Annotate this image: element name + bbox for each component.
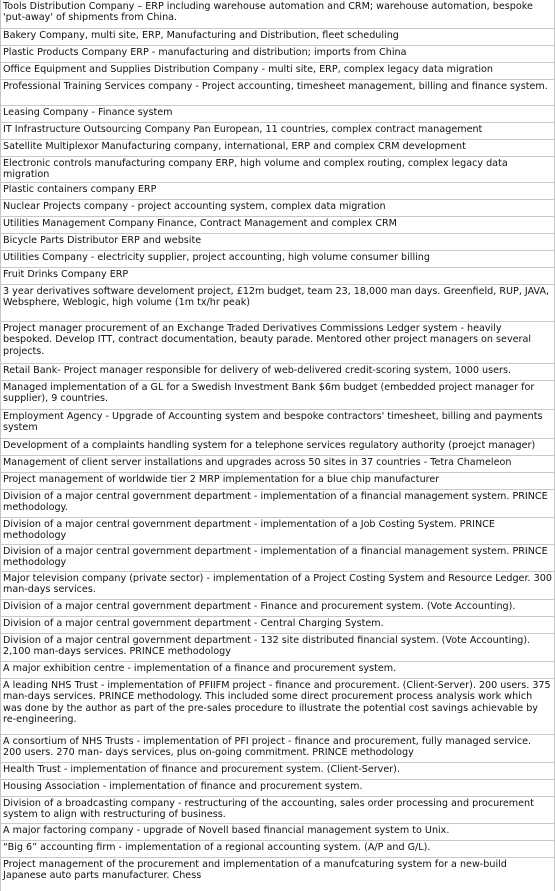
- list-item[interactable]: [1, 251, 554, 268]
- list-item-text: Utilities Management Company Finance, Contract Management and complex CRM: [3, 218, 397, 229]
- list-item[interactable]: [1, 824, 554, 841]
- list-item-text: Health Trust - implementation of finance and procurement system. (Client-Server).: [3, 764, 400, 775]
- list-item-text: Retail Bank- Project manager responsible for delivery of web-delivered credit-scoring system, 1000 users.: [3, 365, 512, 376]
- list-item[interactable]: [1, 381, 554, 410]
- list-item-text: Division of a broadcasting company - restructuring of the accounting, sales order processing and procurement system to align with restructuring of business.: [3, 798, 534, 821]
- list-item-text: Project management of the procurement and implementation of a manufcaturing system for a new-build Japanese auto parts manufacturer. Chess: [3, 859, 507, 882]
- list-item[interactable]: [1, 763, 554, 780]
- list-item-text: Satellite Multiplexor Manufacturing company, international, ERP and complex CRM development: [3, 141, 466, 152]
- list-item[interactable]: [1, 518, 554, 545]
- list-item-text: Division of a major central government department - Central Charging System.: [3, 618, 384, 629]
- list-item[interactable]: [1, 217, 554, 234]
- list-item[interactable]: [1, 679, 554, 735]
- list-item[interactable]: [1, 234, 554, 251]
- list-item[interactable]: [1, 200, 554, 217]
- list-item-text: IT Infrastructure Outsourcing Company Pan European, 11 countries, complex contract management: [3, 124, 483, 135]
- list-item[interactable]: [1, 735, 554, 763]
- list-item[interactable]: [1, 662, 554, 679]
- list-item-text: Bakery Company, multi site, ERP, Manufacturing and Distribution, fleet scheduling: [3, 30, 399, 41]
- list-item-text: “Big 6” accounting firm - implementation of a regional accounting system. (A/P and G/L).: [3, 842, 431, 853]
- list-item[interactable]: [1, 490, 554, 518]
- list-item[interactable]: [1, 634, 554, 662]
- list-item[interactable]: [1, 456, 554, 473]
- list-item-text: Major television company (private sector) - implementation of a Project Costing System and Resource Ledger. 300 man-days services.: [3, 573, 552, 596]
- list-item-text: Development of a complaints handling system for a telephone services regulatory authority (proejct manager): [3, 440, 536, 451]
- list-item-text: Utilities Company - electricity supplier, project accounting, high volume consumer billing: [3, 252, 430, 263]
- list-item-text: Nuclear Projects company - project accounting system, complex data migration: [3, 201, 386, 212]
- list-item[interactable]: [1, 572, 554, 600]
- list-item-text: Electronic controls manufacturing company ERP, high volume and complex routing, complex legacy data migration: [3, 158, 508, 181]
- list-item[interactable]: [1, 780, 554, 797]
- list-item[interactable]: [1, 0, 554, 29]
- list-item[interactable]: [1, 140, 554, 157]
- list-item-text: A consortium of NHS Trusts - implementation of PFI project - finance and procurement, fully managed service. 200 users. 270 man- days services, plus on-going commitment. PRINCE methodology: [3, 736, 532, 759]
- list-item-text: A major exhibition centre - implementation of a finance and procurement system.: [3, 663, 397, 674]
- list-item[interactable]: [1, 600, 554, 617]
- list-item-text: Project management of worldwide tier 2 MRP implementation for a blue chip manufacturer: [3, 474, 440, 485]
- list-item-text: Housing Association - implementation of finance and procurement system.: [3, 781, 363, 792]
- list-item-text: Bicycle Parts Distributor ERP and website: [3, 235, 202, 246]
- list-item-text: Division of a major central government department - implementation of a Job Costing System. PRINCE methodology: [3, 519, 495, 542]
- list-item-text: A leading NHS Trust - implementation of PFIIFM project - finance and procurement. (Client-Server). 200 users. 375 man-days services. PRINCE methodology. This included some direct procurement process analysis work which was done by the author as part of the pre-sales procedure to illustrate the potential cost savings achievable by re-engineering.: [3, 680, 551, 726]
- list-item-text: Tools Distribution Company – ERP including warehouse automation and CRM; warehouse automation, bespoke 'put-away' of shipments from China.: [3, 1, 533, 24]
- list-item[interactable]: [1, 63, 554, 80]
- list-item-text: Division of a major central government department - 132 site distributed financial system. (Vote Accounting). 2,100 man-days services. PRINCE methodology: [3, 635, 531, 658]
- list-item[interactable]: [1, 285, 554, 322]
- list-item-text: Office Equipment and Supplies Distribution Company - multi site, ERP, complex legacy data migration: [3, 64, 493, 75]
- list-item[interactable]: [1, 157, 554, 183]
- list-item[interactable]: [1, 364, 554, 381]
- list-item-text: Division of a major central government department - implementation of a financial management system. PRINCE methodology.: [3, 491, 548, 514]
- list-item[interactable]: [1, 106, 554, 123]
- list-item[interactable]: [1, 46, 554, 63]
- list-item-text: 3 year derivatives software develoment project, £12m budget, team 23, 18,000 man days. Greenfield, RUP, JAVA, Websphere, Weblogic, high volume (1m tx/hr peak): [3, 286, 550, 309]
- list-item-text: Fruit Drinks Company ERP: [3, 269, 129, 280]
- list-item[interactable]: [1, 841, 554, 858]
- list-item[interactable]: [1, 617, 554, 634]
- list-item[interactable]: [1, 473, 554, 490]
- list-item[interactable]: [1, 858, 554, 885]
- list-item-text: Professional Training Services company - Project accounting, timesheet management, billing and finance system.: [3, 81, 548, 92]
- list-item-text: Project manager procurement of an Exchange Traded Derivatives Commissions Ledger system - heavily bespoked. Develop ITT, contract documentation, beauty parade. Mentored other project managers on several projects.: [3, 323, 532, 357]
- list-item[interactable]: [1, 80, 554, 106]
- list-item[interactable]: [1, 410, 554, 439]
- list-item-text: Leasing Company - Finance system: [3, 107, 173, 118]
- list-item-text: A major factoring company - upgrade of Novell based financial management system to Unix.: [3, 825, 450, 836]
- list-item-text: Managed implementation of a GL for a Swedish Investment Bank $6m budget (embedded project manager for supplier), 9 countries.: [3, 382, 535, 405]
- list-item[interactable]: [1, 29, 554, 46]
- list-item-text: Plastic Products Company ERP - manufacturing and distribution; imports from China: [3, 47, 407, 58]
- list-item-text: Management of client server installations and upgrades across 50 sites in 37 countries - Tetra Chameleon: [3, 457, 512, 468]
- list-item[interactable]: [1, 268, 554, 285]
- list-item-text: Employment Agency - Upgrade of Accounting system and bespoke contractors' timesheet, billing and payments system: [3, 411, 543, 434]
- list-item[interactable]: [1, 322, 554, 364]
- list-item[interactable]: [1, 183, 554, 200]
- list-item[interactable]: [1, 797, 554, 824]
- list-item-text: Division of a major central government department - implementation of a financial management system. PRINCE methodology: [3, 546, 548, 569]
- list-item[interactable]: [1, 545, 554, 572]
- list-item[interactable]: [1, 439, 554, 456]
- list-item[interactable]: [1, 123, 554, 140]
- list-item-text: Division of a major central government department - Finance and procurement system. (Vote Accounting).: [3, 601, 516, 612]
- list-item-text: Plastic containers company ERP: [3, 184, 157, 195]
